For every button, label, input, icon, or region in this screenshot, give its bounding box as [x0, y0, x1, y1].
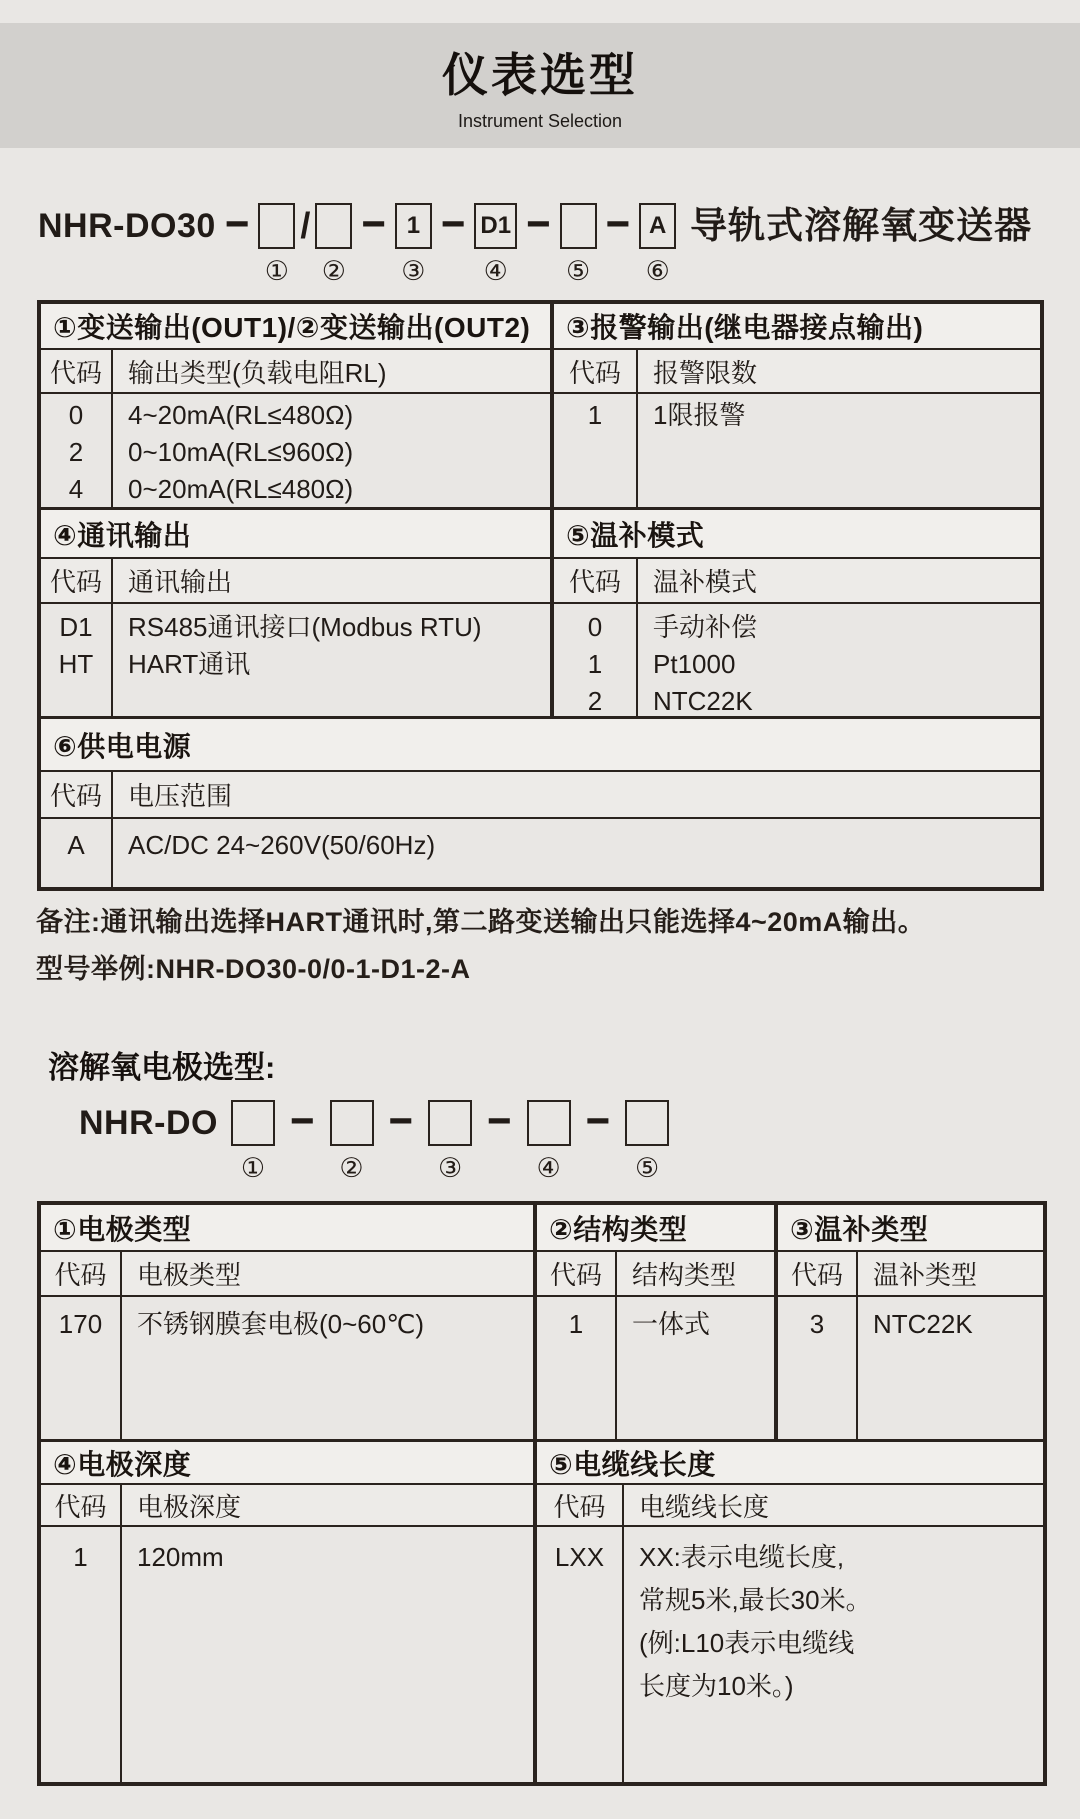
- marker-5: ⑤: [635, 1153, 660, 1183]
- option-label: Pt1000: [653, 649, 736, 679]
- code-value: 0: [68, 400, 84, 430]
- marker-5: ⑤: [566, 256, 591, 286]
- code-cell: [41, 604, 113, 716]
- value-cell: [113, 819, 1040, 887]
- option-label: 4~20mA(RL≤480Ω): [128, 400, 354, 430]
- code-value: 4: [68, 474, 84, 504]
- code-cell: [41, 819, 113, 887]
- code-header-cell: 代码: [537, 1485, 624, 1525]
- table-row: [41, 394, 1040, 510]
- table-row: [41, 304, 1040, 350]
- model-segment-5: [560, 203, 597, 285]
- marker-4: ④: [483, 256, 508, 286]
- transmitter-selection-table: [37, 300, 1044, 891]
- code-header-cell: 代码: [778, 1252, 858, 1295]
- section-title-electrode-type: ①电极类型: [41, 1205, 537, 1250]
- value-cell: [617, 1297, 778, 1439]
- model-segment-2: [330, 1100, 374, 1182]
- model-example-note: 型号举例:NHR-DO30-0/0-1-D1-2-A: [36, 954, 471, 984]
- table-row: [41, 1442, 1043, 1485]
- value-cell: [638, 604, 1040, 716]
- model-box-1: [258, 203, 295, 249]
- marker-3: ③: [437, 1153, 463, 1183]
- code-cell: [537, 1297, 617, 1439]
- code-header-cell: 代码: [41, 1485, 122, 1525]
- code-value: 1: [73, 1542, 88, 1572]
- label-header-cell: 电压范围: [113, 772, 1040, 817]
- code-value: 1: [587, 400, 603, 430]
- marker-3: ③: [401, 256, 426, 286]
- cable-length-note-line: XX:表示电缆长度,: [639, 1542, 845, 1572]
- option-label: 手动补偿: [653, 612, 758, 642]
- code-header-cell: 代码: [41, 1252, 122, 1295]
- label-header-cell: 输出类型(负载电阻RL): [113, 350, 554, 392]
- model-box-6: A: [639, 203, 676, 249]
- model-segment-4: [474, 203, 517, 285]
- table-row: [41, 1205, 1043, 1252]
- section-title-cable-length: ⑤电缆线长度: [537, 1442, 1043, 1483]
- electrode-selection-table: [37, 1201, 1047, 1786]
- table-row: [41, 604, 1040, 719]
- dash-separator: −: [388, 1093, 414, 1148]
- dash-separator: −: [487, 1093, 512, 1148]
- dash-separator: −: [605, 196, 631, 251]
- model-suffix-label: 导轨式溶解氧变送器: [690, 205, 1033, 246]
- option-label: HART通讯: [128, 649, 251, 679]
- label-header-cell: 电极深度: [122, 1485, 537, 1525]
- dash-separator: −: [289, 1093, 315, 1148]
- model-segment-1: [231, 1100, 275, 1182]
- code-value: 3: [809, 1309, 825, 1339]
- code-cell: [554, 394, 638, 507]
- cable-length-note-line: 常规5米,最长30米。: [639, 1585, 872, 1615]
- code-cell: [778, 1297, 858, 1439]
- model-box-3: [428, 1100, 472, 1146]
- model-box-3: 1: [395, 203, 432, 249]
- code-header-cell: 代码: [41, 772, 113, 817]
- marker-1: ①: [240, 1153, 266, 1183]
- value-cell: [113, 394, 554, 507]
- dash-separator: −: [224, 196, 250, 251]
- section-title-temp-comp-type: ③温补类型: [778, 1205, 1043, 1250]
- code-header-cell: 代码: [537, 1252, 617, 1295]
- code-value: 0: [587, 612, 603, 642]
- code-value: LXX: [554, 1542, 605, 1572]
- value-cell: [638, 394, 1040, 507]
- marker-4: ④: [536, 1153, 561, 1183]
- model-segment-2: [315, 203, 352, 285]
- page-title: 仪表选型: [442, 49, 638, 101]
- dash-separator: −: [361, 196, 386, 251]
- table-row: [41, 1252, 1043, 1297]
- dash-separator: −: [440, 196, 466, 251]
- model-segment-5: [625, 1100, 669, 1182]
- model-box-5: [560, 203, 597, 249]
- section-title-transmit-output: ①变送输出(OUT1)/②变送输出(OUT2): [41, 304, 554, 348]
- model-box-2: [330, 1100, 374, 1146]
- model-segment-1: [258, 203, 295, 285]
- table-row: [41, 819, 1040, 887]
- model-box-4: [527, 1100, 571, 1146]
- label-header-cell: 电极类型: [122, 1252, 537, 1295]
- transmitter-model-code-line: [38, 196, 1033, 286]
- model-segment-6: [639, 203, 676, 285]
- label-header-cell: 结构类型: [617, 1252, 778, 1295]
- section-title-temp-comp-mode: ⑤温补模式: [554, 510, 1040, 557]
- slash-separator: /: [300, 205, 311, 246]
- code-value: 1: [587, 649, 603, 679]
- code-cell: [41, 394, 113, 507]
- code-cell: [41, 1297, 122, 1439]
- value-cell: [122, 1297, 537, 1439]
- code-cell: [554, 604, 638, 716]
- section-title-comm-output: ④通讯输出: [41, 510, 554, 557]
- option-label: 1限报警: [653, 400, 746, 430]
- value-cell: [624, 1527, 1043, 1782]
- value-cell: [858, 1297, 1043, 1439]
- table-row: [41, 719, 1040, 772]
- option-label: 0~10mA(RL≤960Ω): [128, 437, 354, 467]
- table-row: [41, 510, 1040, 559]
- model-box-1: [231, 1100, 275, 1146]
- table-row: [41, 772, 1040, 819]
- cable-length-note-line: (例:L10表示电缆线: [639, 1628, 855, 1658]
- remark-note: 备注:通讯输出选择HART通讯时,第二路变送输出只能选择4~20mA输出。: [36, 907, 926, 937]
- code-header-cell: 代码: [554, 350, 638, 392]
- code-value: 1: [568, 1309, 584, 1339]
- marker-1: ①: [264, 256, 289, 286]
- table-row: [41, 1527, 1043, 1782]
- option-label: 不锈钢膜套电极(0~60℃): [137, 1309, 425, 1339]
- code-value: HT: [58, 649, 94, 679]
- option-label: NTC22K: [873, 1309, 973, 1339]
- label-header-cell: 报警限数: [638, 350, 1040, 392]
- model-segment-3: [428, 1100, 472, 1182]
- electrode-selection-heading: 溶解氧电极选型:: [48, 1050, 276, 1085]
- value-cell: [122, 1527, 537, 1782]
- option-label: NTC22K: [653, 686, 753, 716]
- electrode-model-code-line: [79, 1093, 669, 1183]
- dash-separator: −: [585, 1093, 611, 1148]
- page-subtitle: Instrument Selection: [457, 111, 623, 131]
- dash-separator: −: [526, 196, 551, 251]
- option-label: 一体式: [632, 1309, 711, 1339]
- value-cell: [113, 604, 554, 716]
- model-prefix: NHR-DO30: [38, 207, 216, 245]
- table-row: [41, 559, 1040, 604]
- code-value: 2: [587, 686, 603, 716]
- header-banner: [0, 23, 1080, 148]
- marker-2: ②: [321, 256, 346, 286]
- option-label: AC/DC 24~260V(50/60Hz): [128, 830, 436, 860]
- label-header-cell: 温补模式: [638, 559, 1040, 602]
- code-value: 170: [58, 1309, 103, 1339]
- cable-length-note-line: 长度为10米。): [639, 1671, 794, 1701]
- option-label: 0~20mA(RL≤480Ω): [128, 474, 354, 504]
- code-value: D1: [59, 612, 93, 642]
- section-title-structure-type: ②结构类型: [537, 1205, 778, 1250]
- code-cell: [537, 1527, 624, 1782]
- model-prefix: NHR-DO: [79, 1104, 218, 1142]
- code-header-cell: 代码: [41, 559, 113, 602]
- model-segment-3: [395, 203, 432, 285]
- table-row: [41, 350, 1040, 394]
- marker-6: ⑥: [645, 256, 670, 286]
- code-value: 2: [68, 437, 84, 467]
- section-title-electrode-depth: ④电极深度: [41, 1442, 537, 1483]
- option-label: 120mm: [137, 1542, 224, 1572]
- code-value: A: [67, 830, 85, 860]
- option-label: RS485通讯接口(Modbus RTU): [128, 612, 482, 642]
- section-title-power-supply: ⑥供电电源: [41, 719, 1040, 770]
- section-title-alarm-output: ③报警输出(继电器接点输出): [554, 304, 1040, 348]
- label-header-cell: 温补类型: [858, 1252, 1043, 1295]
- table-row: [41, 1485, 1043, 1527]
- model-segment-4: [527, 1100, 571, 1182]
- code-cell: [41, 1527, 122, 1782]
- model-box-4: D1: [474, 203, 517, 249]
- model-box-5: [625, 1100, 669, 1146]
- label-header-cell: 电缆线长度: [624, 1485, 1043, 1525]
- code-header-cell: 代码: [554, 559, 638, 602]
- model-box-2: [315, 203, 352, 249]
- code-header-cell: 代码: [41, 350, 113, 392]
- table-row: [41, 1297, 1043, 1442]
- marker-2: ②: [339, 1153, 364, 1183]
- label-header-cell: 通讯输出: [113, 559, 554, 602]
